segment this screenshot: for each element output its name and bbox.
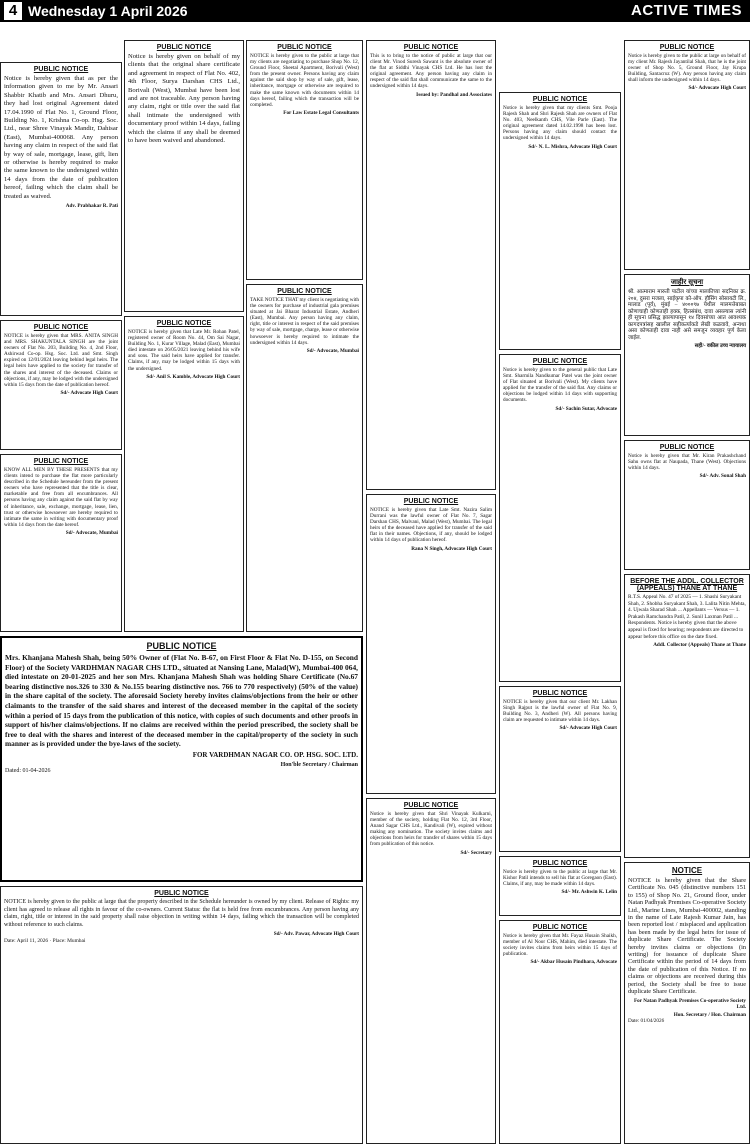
notice-signature: Sd/- Mr. Ashwin K. Lelin bbox=[561, 889, 617, 896]
notice-body: NOTICE is hereby given to the public at large that my clients are negotiating to purchase Shop No. 12, Ground Floor, Sheetal Apartment, Borivali (West) from the present owner. Persons having any claim against the said shop by way of sale, gift, lease, inheritance, mortgage or otherwise are required to make the same known with documents within 14 days hereof, failing which the transaction will be completed. bbox=[250, 53, 359, 108]
notice-body: श्री. आत्माराम मारुती पाटील यांच्या मालकीच्या सदनिका क्र. २०४, दुसरा मजला, साईकृपा को-ऑप. हौसिंग सोसायटी लि., मालाड (पूर्व), मुंबई – ४०००९७ येथील मालमत्तेबाबत कोणाचाही कोणताही हक्क, हितसंबंध, दावा असल्यास त्यांनी ही सूचना प्रसिद्ध झाल्यापासून १४ दिवसांच्या आत आवश्यक कागदपत्रांसह खालील सहीकर्त्याकडे लेखी कळवावे, अन्यथा असा कोणताही दावा नाही असे समजून व्यवहार पूर्ण केला जाईल. bbox=[628, 289, 746, 341]
notice-heading: PUBLIC NOTICE bbox=[532, 96, 588, 103]
notice-heading: PUBLIC NOTICE bbox=[154, 890, 209, 897]
notice-heading: जाहीर सूचना bbox=[670, 279, 704, 286]
notice-signature: Sd/- Akbar Husain Pindhara, Advocate bbox=[530, 959, 617, 966]
notice-body: Notice is hereby given that Shri Vinayak Kulkarni, member of the society, holding Flat No. 12, 3rd Floor, Anand Sagar CHS Ltd., Kandivali (W), expired without making any nomination. The society invites claims and objections from heirs for transfer of shares within 15 days from publication of this notice. bbox=[370, 811, 492, 848]
notice-date: Dated: 01-04-2026 bbox=[5, 768, 51, 775]
notice-share-certificate bbox=[624, 862, 750, 1144]
notice-heading: PUBLIC NOTICE bbox=[532, 924, 588, 931]
notice-12 bbox=[366, 798, 496, 1144]
notice-signature: Sd/- N. L. Mishra, Advocate High Court bbox=[528, 143, 617, 150]
notice-date: Date: 01/04/2026 bbox=[628, 1018, 665, 1025]
notice-17 bbox=[499, 920, 621, 1144]
notice-signature: Sd/- Advocate, Mumbai bbox=[65, 529, 118, 536]
notice-6 bbox=[0, 886, 363, 1144]
notice-signature: Addl. Collector (Appeals) Thane at Thane bbox=[653, 642, 746, 649]
notice-9 bbox=[246, 284, 363, 632]
notice-heading: NOTICE bbox=[671, 866, 703, 875]
notice-signature: Sd/- Adv. Sonal Shah bbox=[699, 473, 746, 480]
notice-signature-title: Hon. Secretary / Hon. Chairman bbox=[673, 1011, 746, 1018]
notice-signature: Sd/- Advocate, Mumbai bbox=[306, 347, 359, 354]
notice-heading: PUBLIC NOTICE bbox=[403, 498, 459, 505]
notice-4 bbox=[124, 40, 244, 312]
notice-heading: PUBLIC NOTICE bbox=[403, 44, 459, 51]
paper-title: ACTIVE TIMES bbox=[630, 2, 742, 19]
notice-signature: Sd/- Advocate High Court bbox=[688, 85, 746, 92]
notice-body: Mrs. Khanjana Mahesh Shah, being 50% Owner of (Flat No. B-67, on First Floor & Flat No. D-155, on Second Floor) of the Society VARDHMAN NAGAR CHS LTD., situated at Nansing Lane, Malad(W), Mumbai-400 064, died intestate on 20-01-2025 and her son Mrs. Khanjana Mahesh Shah was holding Share Certificate (No.67 bearing distinctive nos.326 to 330 & No.155 bearing distinctive nos. 766 to 770 respectively) (50% of the value) in the share capital of the society. The aforesaid Society hereby invites claims/objections from the heir or other claimants to the transfer of the said shares and interest of the deceased member in the capital of the society within a period of 15 days from the publication of this notice, with copies of such documents and other proofs in support of his/her claims/objections. If no claims are received within the period prescribed, the society shall be free to deal with the shares and interest of the deceased member in the capital/property of the society in such manner as is provided under the bye-laws of the society. bbox=[5, 653, 358, 749]
notice-1 bbox=[0, 62, 122, 316]
notice-signature: सही/- वकील उच्च न्यायालय bbox=[694, 343, 746, 349]
notice-heading: PUBLIC NOTICE bbox=[156, 320, 212, 327]
notice-body: R.T.S. Appeal No. 47 of 2025 — 1. Shashi Suryakant Shah, 2. Shobha Suryakant Shah, 3. Lalita Nitin Mehta, 4. Ujwala Sharad Shah ... Appellants — Versus — 1. Prakash Ramchandra Patil, 2. Sunil Laxman Patil ... Respondents. Notice is hereby given that the above appeal is fixed for hearing; respondents are directed to appear before this office on the date fixed. bbox=[628, 594, 746, 640]
notice-18 bbox=[624, 40, 750, 270]
notice-body: Notice is hereby given that Mr. Fayaz Husain Shaikh, member of Al Noor CHS, Mahim, died intestate. The society invites claims from heirs within 15 days of publication. bbox=[503, 933, 617, 958]
notice-16 bbox=[499, 856, 621, 916]
notice-marathi bbox=[624, 274, 750, 436]
notice-signature: Sd/- Adv. Pawar, Advocate High Court bbox=[273, 931, 359, 938]
notice-body: Notice is hereby given that my clients Smt. Pooja Rajesh Shah and Shri Rajesh Shah are owners of Flat No. 403, Neelkanth CHS, Vile Parle (East). The original agreement dated 14.02.1998 has been lost. Persons having any claim should contact the undersigned within 14 days. bbox=[503, 105, 617, 142]
masthead bbox=[0, 0, 750, 22]
notice-13 bbox=[499, 92, 621, 350]
notice-body: NOTICE is hereby given that our client Mr. Lakhan Singh Rajput is the lawful owner of Flat No. 9, Building No. 3, Andheri (W). All persons having claim are requested to intimate within 14 days. bbox=[503, 699, 617, 724]
notice-14 bbox=[499, 354, 621, 682]
notice-signature: Sd/- Sachin Sutar, Advocate bbox=[555, 405, 617, 412]
notice-body: This is to bring to the notice of public at large that our client Mr. Vinod Suresh Sawant is the absolute owner of the flat at Siddhi Vinayak CHS Ltd. He has lost the original agreement. Any person having any claim in respect of the said flat shall communicate the same to the undersigned within 14 days. bbox=[370, 53, 492, 90]
notice-8 bbox=[246, 40, 363, 280]
notice-body: NOTICE is hereby given that Late Mr. Rohan Patel, registered owner of Room No. 44, Om Sai Nagar, Building No. 1, Kurar Village, Malad (East), Mumbai died intestate on 26/05/2021 leaving behind his wife and sons. The said heirs have applied for transfer. Claims, if any, may be lodged within 15 days with the undersigned. bbox=[128, 329, 240, 372]
notice-19 bbox=[624, 440, 750, 570]
notice-appeal bbox=[624, 574, 750, 858]
notice-signature: For Natan Padhyak Premises Co-operative Society Ltd. bbox=[633, 997, 746, 1010]
notice-heading: PUBLIC NOTICE bbox=[156, 44, 212, 51]
notice-2 bbox=[0, 320, 122, 450]
notice-7 bbox=[124, 316, 244, 632]
notice-signature: Issued by: Pandhal and Associates bbox=[416, 91, 492, 98]
notice-signature: Sd/- Advocate High Court bbox=[60, 389, 118, 396]
notice-heading: BEFORE THE ADDL. COLLECTOR (APPEALS) THANE AT THANE bbox=[630, 578, 744, 592]
notice-heading: PUBLIC NOTICE bbox=[146, 641, 217, 651]
notice-body: Notice is hereby given that Mr. Kiran Prakashchand Sahu owns flat at Naupada, Thane (West). Objections within 14 days. bbox=[628, 453, 746, 472]
notice-heading: PUBLIC NOTICE bbox=[33, 324, 89, 331]
notice-signature: Rana N Singh, Advocate High Court bbox=[411, 545, 492, 552]
notice-15 bbox=[499, 686, 621, 852]
notice-heading: PUBLIC NOTICE bbox=[659, 44, 715, 51]
notice-heading: PUBLIC NOTICE bbox=[532, 690, 588, 697]
notice-body: NOTICE is hereby given that Late Smt. Nazira Salim Durrani was the lawful owner of Flat No. 7, Sagar Darshan CHS, Malvani, Malad (West), Mumbai. The legal heirs of the deceased have applied for transfer of the said flat in their names. Objections, if any, should be lodged within 14 days of publication hereof. bbox=[370, 507, 492, 544]
notice-body: Notice is hereby given to the general public that Late Smt. Sharmila Nandkumar Patel was the joint owner of Flat situated at Borivali (West). My clients have applied for the transfer of the said flat. Any claims or objections be lodged within 14 days with supporting documents. bbox=[503, 367, 617, 404]
notice-heading: PUBLIC NOTICE bbox=[33, 66, 89, 73]
notice-body: NOTICE is hereby given that MRS. ANITA SINGH and MRS. SHAKUNTALA SINGH are the joint owners of Flat No. 203, Building No. 4, 2nd Floor, Ashirwad Co-op. Hsg. Soc. Ltd. and Smt. Singh expired on 12/01/2024 leaving behind legal heirs. The legal heirs have applied to the society for transfer of the shares and interest of the deceased. Claims or objections, if any, may be lodged with the undersigned within 15 days from the date of publication hereof. bbox=[4, 333, 118, 388]
notice-body: Notice is hereby given on behalf of my clients that the original share certificate and agreement in respect of Flat No. 402, 4th Floor, Surya Darshan CHS Ltd., Borivali (West), Mumbai have been lost and are not traceable. Any person having any claim, right or title over the said flat shall intimate the undersigned with documentary proof within 14 days, failing which the claims if any shall be deemed to have been waived and abandoned. bbox=[128, 53, 240, 145]
notice-heading: PUBLIC NOTICE bbox=[659, 444, 715, 451]
notice-body: Notice is hereby given that as per the information given to me by Mr. Ansari Shabbir Khatib and Mrs. Ansari Dhuru, they had lost original Agreement dated 17.04.1990 of Flat No. 1, Ground Floor, Building No. 1, Krishna Co-op. Hsg. Soc. Ltd., near Shree Vinayak Mandir, Dahisar (East), Mumbai-400068. Any person having any claim in respect of the said flat by way of sale, mortgage, lease, gift, lien or otherwise is hereby required to make the same known to the undersigned within 14 days from the date of publication hereof, failing which the claim shall be treated as waived. bbox=[4, 75, 118, 200]
notice-10 bbox=[366, 494, 496, 794]
notice-date: Date: April 11, 2026 · Place: Mumbai bbox=[4, 937, 86, 944]
notice-heading: PUBLIC NOTICE bbox=[277, 288, 332, 295]
notice-body: TAKE NOTICE THAT my client is negotiating with the owners for purchase of industrial gala premises situated at Jai Bharat Industrial Estate, Andheri (East), Mumbai. Any person having any claim, right, title or interest in respect of the said premises by way of sale, mortgage, charge, lease or otherwise howsoever is hereby required to intimate the undersigned within 14 days. bbox=[250, 297, 359, 346]
notice-signature: FOR VARDHMAN NAGAR CO. OP. HSG. SOC. LTD. bbox=[192, 750, 358, 759]
notice-body: Notice is hereby given to the public at large on behalf of my client Mr. Rajesh Jayantilal Shah, that he is the joint owner of Shop No. 5, Ground Floor, Jay Krupa Building, Santacruz (W). Any person having any claim shall inform the undersigned within 14 days. bbox=[628, 53, 746, 84]
notice-body: KNOW ALL MEN BY THESE PRESENTS that my clients intend to purchase the flat more particularly described in the Schedule hereunder from the present owners who have represented that the title is clear, marketable and free from all encumbrances. All persons having any claim against the said flat by way of inheritance, sale, exchange, mortgage, lease, lien, trust or otherwise howsoever are hereby required to intimate the same in writing with documentary proof within 14 days from the date hereof. bbox=[4, 467, 118, 528]
notice-signature: Sd/- Anil S. Kamble, Advocate High Court bbox=[146, 373, 240, 380]
notice-heading: PUBLIC NOTICE bbox=[33, 458, 89, 465]
page-number: 4 bbox=[4, 2, 22, 20]
notice-body: NOTICE is hereby given that the Share Certificate No. 045 (distinctive numbers 151 to 155) of Shop No. 21, Ground floor, under Natan Padhyak Premises Co-operative Society Ltd., Marine Lines, Mumbai-400002, standing in the name of Late Rajesh Kumar Jain, has been reported lost / misplaced and application has been made by the legal heirs for issue of duplicate Share Certificate. The Society hereby invites claims or objections (in writing) for issuance of duplicate Share Certificate within the period of 14 days from the date of publication of this Notice. If no claims or objections are received during this period, the Society shall be free to issue duplicate Share Certificate. bbox=[628, 877, 746, 996]
notice-signature: Sd/- Advocate High Court bbox=[559, 725, 617, 732]
notice-3 bbox=[0, 454, 122, 632]
notice-vardhman bbox=[0, 636, 363, 882]
notice-heading: PUBLIC NOTICE bbox=[532, 860, 588, 867]
notice-heading: PUBLIC NOTICE bbox=[532, 358, 588, 365]
issue-date: Wednesday 1 April 2026 bbox=[28, 3, 188, 19]
notice-signature-title: Hon'ble Secretary / Chairman bbox=[280, 761, 358, 768]
notice-signature: Sd/- Secretary bbox=[460, 849, 492, 856]
notice-body: NOTICE is hereby given to the public at large that the property described in the Schedule hereunder is owned by my client. Release of Rights: my client has agreed to release all rights in favour of the co-owners. Current Status: the flat is held free from encumbrances. Any person having any claim, right, title or interest in the said property shall raise objection in writing within 14 days, failing which the transaction will be completed without reference to such claims. bbox=[4, 899, 359, 928]
notice-signature: Adv. Prabhakar R. Pati bbox=[65, 203, 118, 210]
notice-signature: For Law Estate Legal Consultants bbox=[283, 109, 359, 116]
notice-heading: PUBLIC NOTICE bbox=[403, 802, 459, 809]
notice-11 bbox=[366, 40, 496, 490]
notice-heading: PUBLIC NOTICE bbox=[277, 44, 332, 51]
notice-body: Notice is hereby given to the public at large that Mr. Kishor Patil intends to sell his flat at Goregaon (East). Claims, if any, may be made within 14 days. bbox=[503, 869, 617, 888]
